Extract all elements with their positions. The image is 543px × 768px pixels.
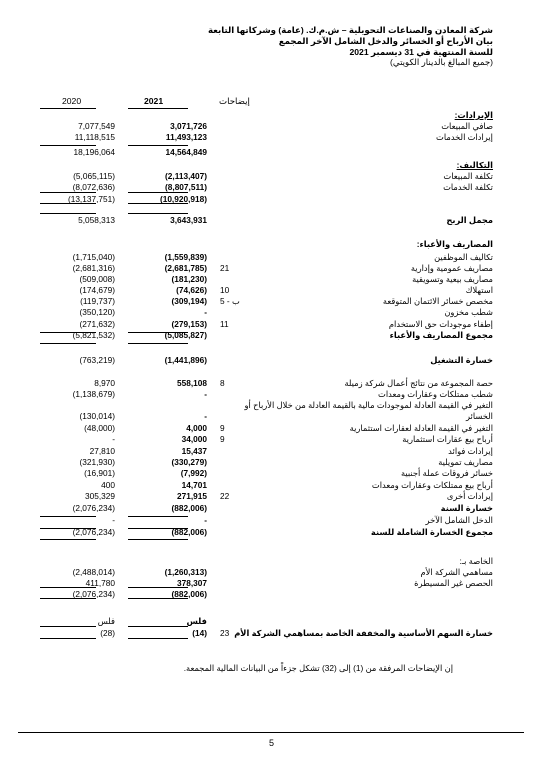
eps-bottom-rule-2021 (128, 638, 188, 639)
row-label: أرباح بيع ممتلكات وعقارات ومعدات (371, 480, 493, 490)
subtotal-rule-2021 (128, 332, 188, 333)
value-2021: (279,153) (171, 319, 207, 329)
row-label: التغير في القيمة العادلة لعقارات استثمارية (349, 423, 493, 433)
note-ref: 23 (220, 628, 230, 638)
row-label: الحصص غير المسيطرة (414, 578, 493, 588)
value-2021: - (204, 389, 207, 399)
note-ref: 9 (220, 434, 225, 444)
statement-row (0, 296, 543, 306)
subtotal-rule-2020 (40, 213, 96, 214)
subtotal-rule-2021 (128, 343, 188, 344)
value-2021: (5,085,827) (164, 330, 207, 340)
statement-header (33, 25, 493, 68)
statement-row (0, 252, 543, 262)
note-ref: 9 (220, 423, 225, 433)
row-label: إيرادات أخرى (446, 491, 493, 501)
column-header-rule-2021 (128, 108, 188, 109)
value-2021: 15,437 (181, 446, 207, 456)
note-ref: 22 (220, 491, 230, 501)
value-2021: 34,000 (181, 434, 207, 444)
company-name: شركة المعادن والصناعات التحويلية – ش.م.ك. (عامة) وشركاتها التابعة (207, 25, 493, 35)
value-2020: - (112, 434, 115, 444)
note-ref: 21 (220, 263, 230, 273)
value-2021: (1,559,839) (164, 252, 207, 262)
subtotal-rule-2021 (128, 587, 188, 588)
value-2020: (2,076,234) (72, 527, 115, 537)
row-label: أرباح بيع عقارات استثمارية (402, 434, 493, 444)
value-2021: 14,564,849 (165, 147, 207, 157)
subtotal-rule-2020 (40, 343, 96, 344)
value-2020: (350,120) (79, 307, 115, 317)
value-2021: 378,307 (177, 578, 207, 588)
value-2021: 558,108 (177, 378, 207, 388)
value-2021: (14) (192, 628, 207, 638)
eps-bottom-rule-2020 (40, 638, 96, 639)
value-2021: (10,920,918) (159, 194, 207, 204)
statement-row (0, 355, 543, 365)
value-2020: (5,821,532) (72, 330, 115, 340)
value-2020: (763,219) (79, 355, 115, 365)
value-2021: 11,493,123 (165, 132, 207, 142)
statement-row (0, 468, 543, 478)
value-2020: (28) (100, 628, 115, 638)
statement-row (0, 147, 543, 157)
value-2021: (882,006) (171, 503, 207, 513)
currency-note: (جميع المبالغ بالدينار الكويتي) (390, 57, 493, 68)
subtotal-rule-2020 (40, 192, 96, 193)
value-2020: (130,014) (79, 411, 115, 421)
value-2020: (174,679) (79, 285, 115, 295)
row-label: خسارة السهم الأساسية والمخففة الخاصة بمساهمي الشركة الأم (234, 628, 493, 638)
row-label: الإيرادات: (454, 110, 493, 120)
row-label: التكاليف: (456, 160, 493, 170)
value-2020: 411,780 (85, 578, 115, 588)
value-2021: (2,681,785) (164, 263, 207, 273)
column-header-rule-2020 (40, 108, 96, 109)
row-label: خسارة السنة (440, 503, 493, 513)
row-label: تكلفة الخدمات (443, 182, 493, 192)
value-2021: 271,915 (177, 491, 207, 501)
statement-row (0, 434, 543, 444)
row-label: خسائر فروقات عملة أجنبية (400, 468, 493, 478)
value-2020: 305,329 (85, 491, 115, 501)
statement-row (0, 239, 543, 249)
statement-row (0, 400, 543, 410)
row-label: مجموع المصاريف والأعباء (389, 330, 493, 340)
value-2021: - (204, 411, 207, 421)
value-2021: - (204, 515, 207, 525)
value-2020: (13,137,751) (67, 194, 115, 204)
row-label: مجموع الخسارة الشاملة للسنة (370, 527, 493, 537)
statement-row (0, 121, 543, 131)
row-label: خسارة التشغيل (430, 355, 493, 365)
value-2020: - (112, 515, 115, 525)
value-2020: 5,058,313 (78, 215, 115, 225)
subtotal-rule-2020 (40, 516, 96, 517)
value-2020: (509,008) (79, 274, 115, 284)
value-2021: 14,701 (181, 480, 207, 490)
statement-row (0, 567, 543, 577)
note-ref: 11 (220, 319, 229, 329)
row-label: شطب ممتلكات وعقارات ومعدات (378, 389, 493, 399)
subtotal-rule-2020 (40, 528, 96, 529)
statement-period: للسنة المنتهية في 31 ديسمبر 2021 (349, 46, 493, 57)
eps-rule-2020 (40, 626, 96, 627)
statement-row (0, 171, 543, 181)
value-2021: - (204, 307, 207, 317)
total-rule-2021 (128, 598, 188, 599)
value-2020: (16,901) (84, 468, 115, 478)
statement-row (0, 378, 543, 388)
subtotal-rule-2020 (40, 587, 96, 588)
value-2021: (7,992) (180, 468, 207, 478)
row-label: تكاليف الموظفين (434, 252, 493, 262)
page-rule (18, 732, 524, 733)
statement-row (0, 411, 543, 421)
subtotal-rule-2020 (40, 145, 96, 146)
statement-row (0, 110, 543, 120)
row-label: مصاريف بيعية وتسويقية (412, 274, 493, 284)
note-ref: 8 (220, 378, 225, 388)
value-2021: (330,279) (171, 457, 207, 467)
note-ref: 10 (220, 285, 230, 295)
value-2020: (1,138,679) (72, 389, 115, 399)
row-label: المصاريف والأعباء: (416, 239, 493, 249)
value-2020: (8,072,636) (72, 182, 115, 192)
statement-row (0, 182, 543, 192)
row-label: إطفاء موجودات حق الاستخدام (388, 319, 493, 329)
eps-rule-2021 (128, 626, 188, 627)
row-label: مصاريف عمومية وإدارية (410, 263, 493, 273)
value-2020: 27,810 (89, 446, 115, 456)
value-2020: 11,118,515 (74, 132, 115, 142)
row-label: إيرادات الخدمات (436, 132, 493, 142)
row-label: حصة المجموعة من نتائج أعمال شركة زميلة (344, 378, 493, 388)
value-2020: 7,077,549 (78, 121, 115, 131)
column-header-notes: إيضاحات (219, 96, 250, 106)
row-label: الخسائر (465, 411, 493, 421)
value-2021: (882,006) (171, 527, 207, 537)
value-2020: (2,076,234) (72, 589, 115, 599)
statement-row (0, 446, 543, 456)
statement-row (0, 491, 543, 501)
value-2021: (181,230) (171, 274, 207, 284)
row-label: الخاصة بـ: (459, 556, 493, 566)
row-label: مخصص خسائر الائتمان المتوقعة (382, 296, 493, 306)
statement-footnote: إن الإيضاحات المرفقة من (1) إلى (32) تشكل جزءاً من البيانات المالية المجمعة. (183, 663, 453, 673)
column-header-2020: 2020 (62, 96, 82, 106)
row-label: مجمل الربح (446, 215, 493, 225)
statement-row (0, 274, 543, 284)
subtotal-rule-2020 (40, 332, 96, 333)
subtotal-rule-2021 (128, 192, 188, 193)
row-label: الدخل الشامل الآخر (425, 515, 493, 525)
statement-row (0, 616, 543, 626)
statement-row (0, 389, 543, 399)
statement-row (0, 480, 543, 490)
value-2020: (1,715,040) (72, 252, 115, 262)
value-2020: 8,970 (94, 378, 115, 388)
subtotal-rule-2021 (128, 213, 188, 214)
statement-row (0, 628, 543, 638)
value-2021: 3,643,931 (170, 215, 207, 225)
value-2021: (74,626) (176, 285, 207, 295)
value-2021: (309,194) (171, 296, 207, 306)
statement-row (0, 423, 543, 433)
value-2021: (1,441,896) (164, 355, 207, 365)
value-2021: فلس (186, 616, 207, 626)
row-label: شطب مخزون (444, 307, 493, 317)
value-2020: (2,488,014) (72, 567, 115, 577)
value-2020: (2,681,316) (72, 263, 115, 273)
statement-row (0, 160, 543, 170)
subtotal-rule-2020 (40, 203, 96, 204)
subtotal-rule-2021 (128, 203, 188, 204)
row-label: إيرادات فوائد (448, 446, 493, 456)
value-2021: (2,113,407) (165, 171, 207, 181)
row-label: مصاريف تمويلية (438, 457, 493, 467)
value-2020: (48,000) (84, 423, 115, 433)
value-2020: (271,632) (79, 319, 115, 329)
statement-title: بيان الأرباح أو الخسائر والدخل الشامل الآخر المجمع (278, 35, 493, 46)
value-2020: (119,737) (80, 296, 115, 306)
column-header-2021: 2021 (144, 96, 164, 106)
row-label: استهلاك (465, 285, 493, 295)
statement-row (0, 285, 543, 295)
statement-row (0, 457, 543, 467)
subtotal-rule-2021 (128, 516, 188, 517)
value-2020: (5,065,115) (73, 171, 115, 181)
value-2021: (8,807,511) (165, 182, 207, 192)
row-label: تكلفة المبيعات (443, 171, 493, 181)
total-rule-2020 (40, 598, 96, 599)
value-2021: (882,006) (171, 589, 207, 599)
value-2020: (2,076,234) (72, 503, 115, 513)
value-2020: فلس (97, 616, 115, 626)
statement-row (0, 263, 543, 273)
statement-row (0, 132, 543, 142)
total-rule-2021 (128, 539, 188, 540)
value-2020: (321,930) (79, 457, 115, 467)
value-2021: 4,000 (186, 423, 207, 433)
row-label: مساهمي الشركة الأم (420, 567, 493, 577)
subtotal-rule-2021 (128, 528, 188, 529)
value-2020: 400 (101, 480, 115, 490)
statement-row (0, 307, 543, 317)
value-2020: 18,196,064 (73, 147, 115, 157)
statement-row (0, 215, 543, 225)
subtotal-rule-2021 (128, 145, 188, 146)
statement-row (0, 319, 543, 329)
total-rule-2020 (40, 539, 96, 540)
row-label: التغير في القيمة العادلة لموجودات مالية بالقيمة العادلة من خلال الأرباح أو (244, 400, 493, 410)
value-2021: 3,071,726 (170, 121, 207, 131)
note-ref: 5 - ب (220, 296, 240, 306)
statement-row (0, 556, 543, 566)
row-label: صافي المبيعات (441, 121, 493, 131)
page-number: 5 (268, 738, 274, 748)
statement-row (0, 503, 543, 513)
value-2021: (1,260,313) (164, 567, 207, 577)
